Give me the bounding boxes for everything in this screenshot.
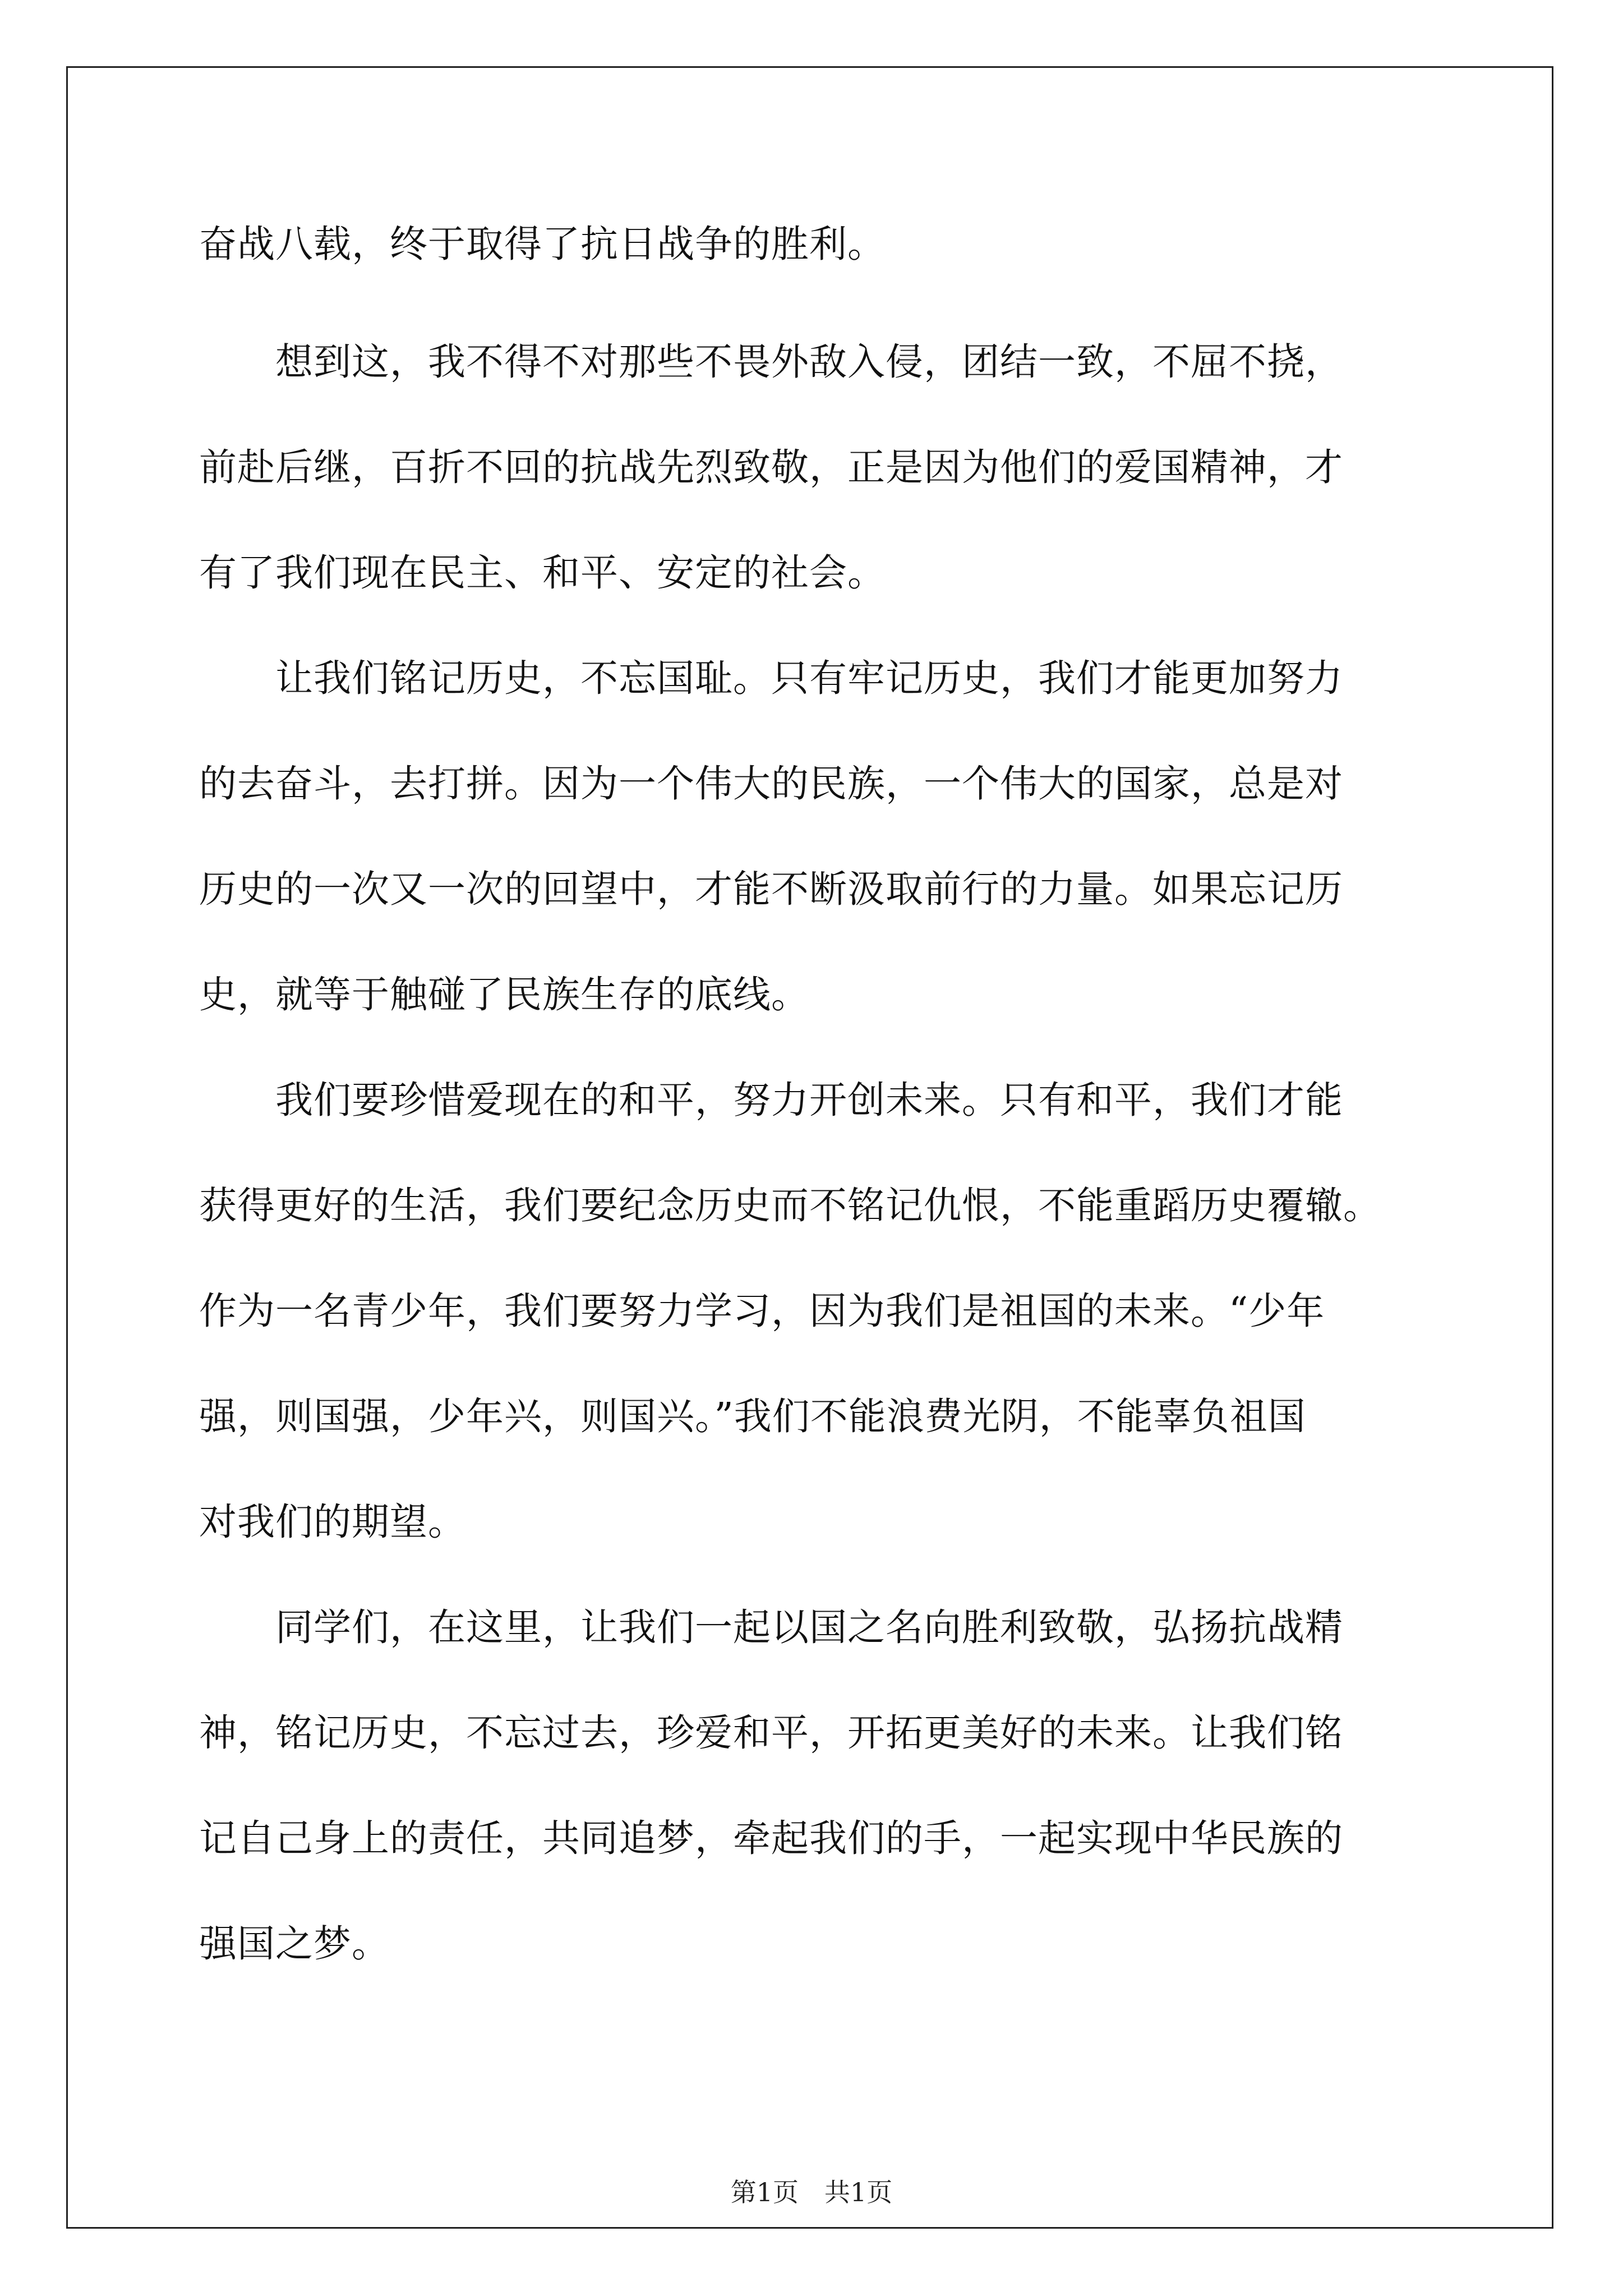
text-line: 对我们的期望。 bbox=[199, 1500, 466, 1544]
text-line: 前赴后继，百折不回的抗战先烈致敬，正是因为他们的爱国精神，才 bbox=[199, 445, 1343, 489]
text-line: 奋战八载，终于取得了抗日战争的胜利。 bbox=[199, 222, 886, 266]
text-line: 强国之梦。 bbox=[199, 1922, 390, 1966]
page-border bbox=[66, 66, 1553, 2229]
text-line: 作为一名青少年，我们要努力学习，因为我们是祖国的未来。“少年 bbox=[199, 1289, 1325, 1333]
text-line: 有了我们现在民主、和平、安定的社会。 bbox=[199, 551, 886, 595]
text-line: 的去奋斗，去打拼。因为一个伟大的民族，一个伟大的国家，总是对 bbox=[199, 762, 1343, 806]
text-line: 想到这，我不得不对那些不畏外敌入侵，团结一致，不屈不挠， bbox=[199, 340, 1343, 384]
text-line: 让我们铭记历史，不忘国耻。只有牢记历史，我们才能更加努力 bbox=[199, 656, 1343, 700]
text-line: 获得更好的生活，我们要纪念历史而不铭记仇恨，不能重蹈历史覆辙。 bbox=[199, 1184, 1381, 1227]
text-line: 神，铭记历史，不忘过去，珍爱和平，开拓更美好的未来。让我们铭 bbox=[199, 1711, 1343, 1755]
text-line: 记自己身上的责任，共同追梦，牵起我们的手，一起实现中华民族的 bbox=[199, 1816, 1343, 1860]
text-line: 历史的一次又一次的回望中，才能不断汲取前行的力量。如果忘记历 bbox=[199, 867, 1343, 911]
page-footer: 第1页 共1页 bbox=[730, 2177, 893, 2207]
text-line: 强，则国强，少年兴，则国兴。”我们不能浪费光阴，不能辜负祖国 bbox=[199, 1395, 1306, 1438]
text-line: 同学们，在这里，让我们一起以国之名向胜利致敬，弘扬抗战精 bbox=[199, 1605, 1343, 1649]
text-line: 史，就等于触碰了民族生存的底线。 bbox=[199, 973, 809, 1016]
text-line: 我们要珍惜爱现在的和平，努力开创未来。只有和平，我们才能 bbox=[199, 1078, 1343, 1122]
